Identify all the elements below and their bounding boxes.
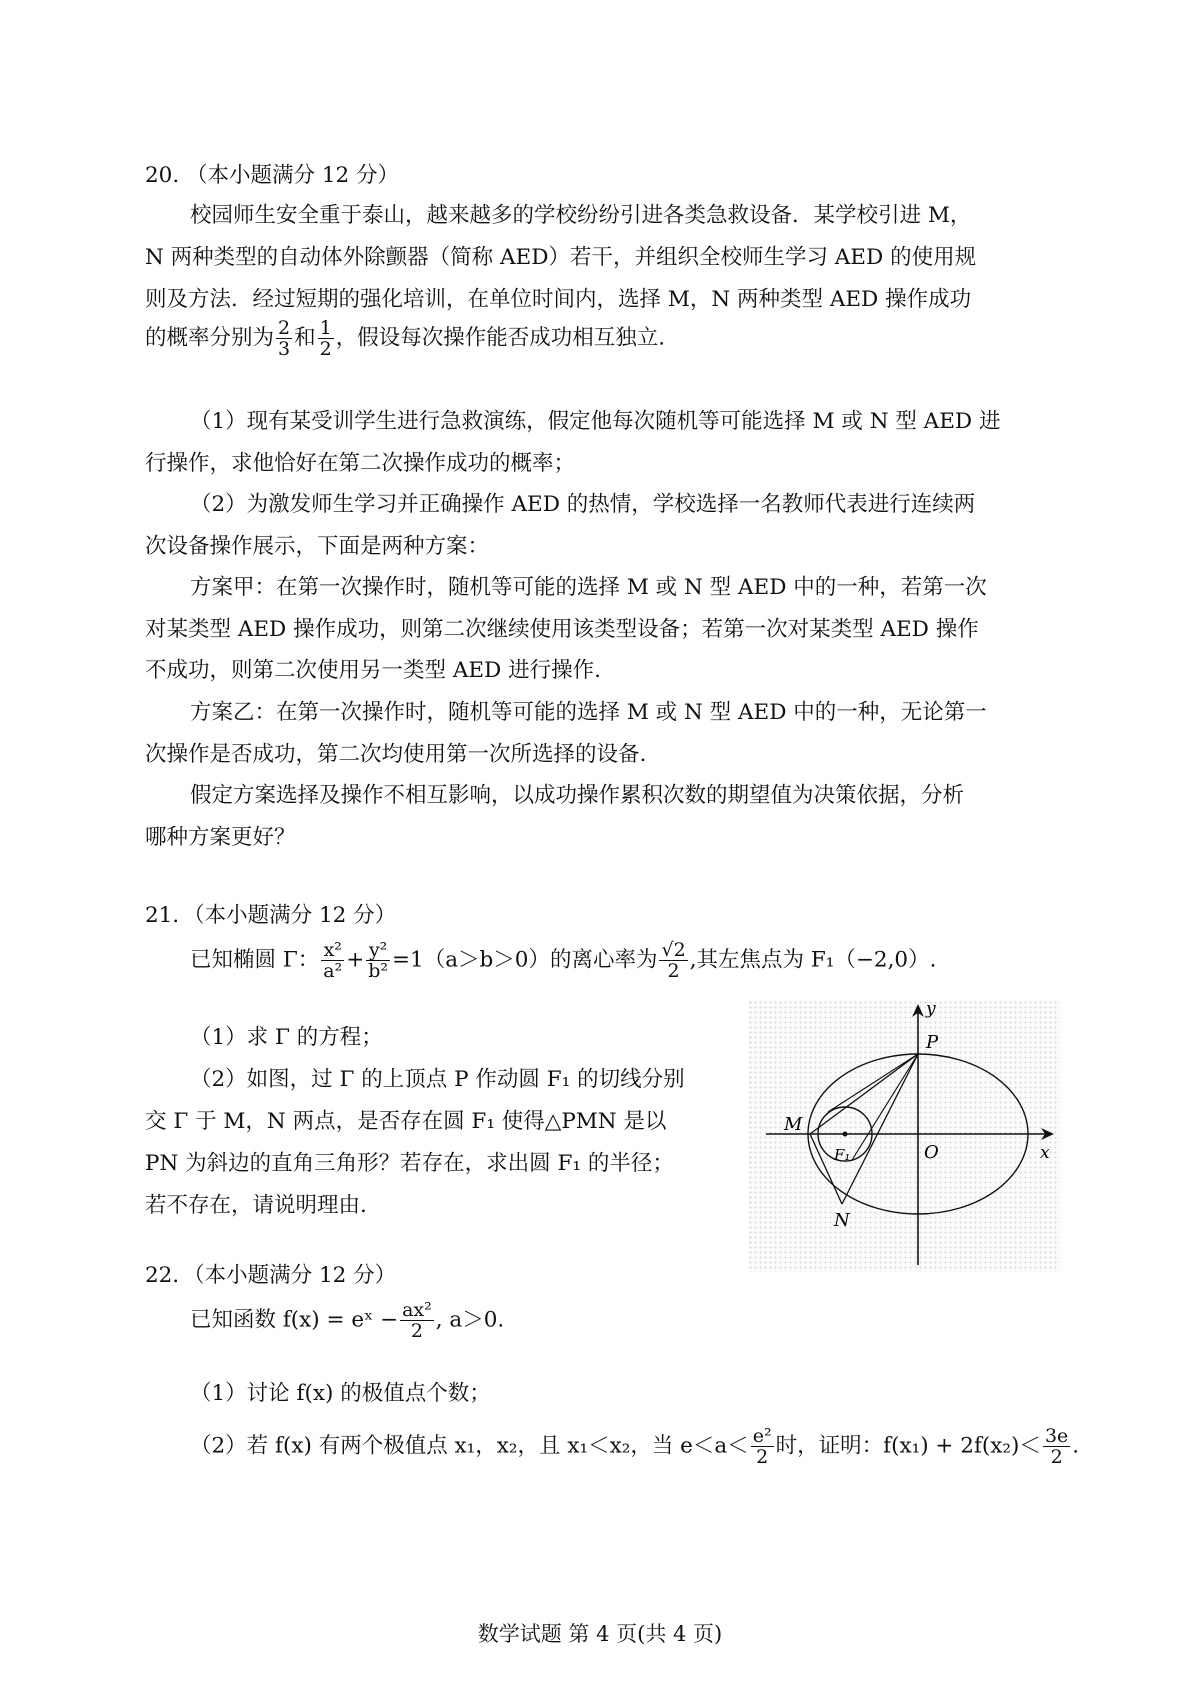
q20-prob-text: 的概率分别为 xyxy=(145,325,275,351)
label-n: N xyxy=(834,1210,850,1231)
q21-statement xyxy=(190,940,936,981)
q22-statement xyxy=(190,1300,504,1341)
fraction-y2-b2 xyxy=(366,940,390,981)
fraction-numerator: √2 xyxy=(661,939,686,961)
q20-line-4 xyxy=(145,318,665,359)
q21-equation-text: =1（a＞b＞0）的离心率为 xyxy=(392,947,658,973)
fraction-e2-over-2 xyxy=(751,1426,774,1467)
label-x: x xyxy=(1040,1143,1050,1163)
line-mn xyxy=(810,1134,842,1204)
fraction-numerator: x² xyxy=(321,940,344,961)
label-m: M xyxy=(784,1114,803,1135)
q20-part2-line-1: （2）为激发师生学习并正确操作 AED 的热情，学校选择一名教师代表进行连续两 xyxy=(190,492,976,517)
page-footer: 数学试题 第 4 页(共 4 页) xyxy=(477,1622,723,1646)
fraction-one-half xyxy=(318,318,334,359)
tangent-lower xyxy=(852,1054,918,1160)
fraction-denominator: b² xyxy=(368,960,389,982)
plan-b-line-2: 次操作是否成功，第二次均使用第一次所选择的设备. xyxy=(145,742,647,767)
q20-independence-text: ，假设每次操作能否成功相互独立. xyxy=(335,325,666,351)
q22-function-intro: 已知函数 f(x) = eˣ − xyxy=(190,1307,399,1333)
q22-condition-text: , a＞0. xyxy=(435,1307,505,1333)
q20-heading: 20. （本小题满分 12 分） xyxy=(145,163,400,188)
plan-a-line-3: 不成功，则第二次使用另一类型 AED 进行操作. xyxy=(145,658,601,683)
fraction-x2-a2 xyxy=(321,940,344,981)
ellipse-diagram xyxy=(748,1000,1060,1272)
q21-part1: （1）求 Γ 的方程； xyxy=(190,1025,383,1050)
plan-a-line-1: 方案甲：在第一次操作时，随机等可能的选择 M 或 N 型 AED 中的一种，若第一次 xyxy=(190,575,987,600)
q21-part2-line-4: 若不存在，请说明理由. xyxy=(145,1193,367,1218)
fraction-numerator: 3e xyxy=(1044,1425,1069,1447)
label-o: O xyxy=(924,1142,939,1163)
q22-proof-text: 时，证明：f(x₁) + 2f(x₂)＜ xyxy=(775,1433,1041,1459)
fraction-numerator: y² xyxy=(366,940,390,961)
q20-line-3: 则及方法．经过短期的强化培训，在单位时间内，选择 M，N 两种类型 AED 操作成功 xyxy=(145,287,972,312)
label-f1: F₁ xyxy=(834,1146,851,1164)
fraction-numerator: 2 xyxy=(278,317,291,339)
line-pn xyxy=(842,1054,918,1204)
fraction-numerator: ax² xyxy=(402,1299,432,1321)
q21-part2-line-1: （2）如图，过 Γ 的上顶点 P 作动圆 F₁ 的切线分别 xyxy=(190,1067,685,1092)
fraction-3e-over-2 xyxy=(1043,1426,1070,1467)
q21-heading: 21．（本小题满分 12 分） xyxy=(145,903,397,928)
q20-line-1: 校园师生安全重于泰山，越来越多的学校纷纷引进各类急救设备．某学校引进 M， xyxy=(190,203,972,228)
q21-focus-text: ,其左焦点为 F₁（−2,0）. xyxy=(689,947,937,973)
plan-a-line-2: 对某类型 AED 操作成功，则第二次继续使用该类型设备；若第一次对某类型 AED 操作 xyxy=(145,617,979,642)
plus-sign: + xyxy=(346,947,365,973)
q21-ellipse-intro: 已知椭圆 Γ： xyxy=(190,947,320,973)
fraction-denominator: 2 xyxy=(756,1446,769,1468)
fraction-denominator: 3 xyxy=(278,338,291,360)
q20-and-text: 和 xyxy=(294,325,316,351)
q22-part2 xyxy=(190,1426,1079,1467)
fraction-numerator: 1 xyxy=(319,317,332,339)
label-y: y xyxy=(926,1000,936,1019)
q20-part1-line-1: （1）现有某受训学生进行急救演练，假定他每次随机等可能选择 M 或 N 型 AED 进 xyxy=(190,409,1001,434)
q20-line-2: N 两种类型的自动体外除颤器（简称 AED）若干，并组织全校师生学习 AED 的使用规 xyxy=(145,245,977,270)
q22-part2-text: （2）若 f(x) 有两个极值点 x₁，x₂，且 x₁＜x₂，当 e＜a＜ xyxy=(190,1433,749,1459)
fraction-root2-over-2 xyxy=(659,940,687,981)
fraction-numerator: e² xyxy=(752,1425,772,1447)
fraction-denominator: 2 xyxy=(410,1320,423,1342)
q22-part1: （1）讨论 f(x) 的极值点个数； xyxy=(190,1381,491,1406)
line-pm xyxy=(810,1054,918,1134)
ellipse-figure xyxy=(748,1000,1060,1272)
fraction-denominator: a² xyxy=(323,960,343,982)
q22-period: . xyxy=(1072,1433,1080,1459)
q20-part2-line-2: 次设备操作展示，下面是两种方案： xyxy=(145,534,490,559)
fraction-denominator: 2 xyxy=(1050,1446,1063,1468)
q22-heading: 22．（本小题满分 12 分） xyxy=(145,1263,397,1288)
fraction-denominator: 2 xyxy=(319,338,332,360)
tangent-upper xyxy=(828,1054,918,1112)
q20-decision-line-1: 假定方案选择及操作不相互影响，以成功操作累积次数的期望值为决策依据，分析 xyxy=(190,783,965,808)
q21-part2-line-2: 交 Γ 于 M，N 两点，是否存在圆 F₁ 使得△PMN 是以 xyxy=(145,1109,667,1134)
fraction-denominator: 2 xyxy=(667,960,680,982)
plan-b-line-1: 方案乙：在第一次操作时，随机等可能的选择 M 或 N 型 AED 中的一种，无论第一 xyxy=(190,700,987,725)
q20-decision-line-2: 哪种方案更好？ xyxy=(145,825,296,850)
focus-f1-point xyxy=(843,1132,848,1137)
q21-part2-line-3: PN 为斜边的直角三角形？若存在，求出圆 F₁ 的半径； xyxy=(145,1151,674,1176)
q20-part1-line-2: 行操作，求他恰好在第二次操作成功的概率； xyxy=(145,451,576,476)
fraction-ax2-over-2 xyxy=(400,1300,434,1341)
label-p: P xyxy=(926,1032,939,1053)
fraction-two-thirds xyxy=(276,318,292,359)
